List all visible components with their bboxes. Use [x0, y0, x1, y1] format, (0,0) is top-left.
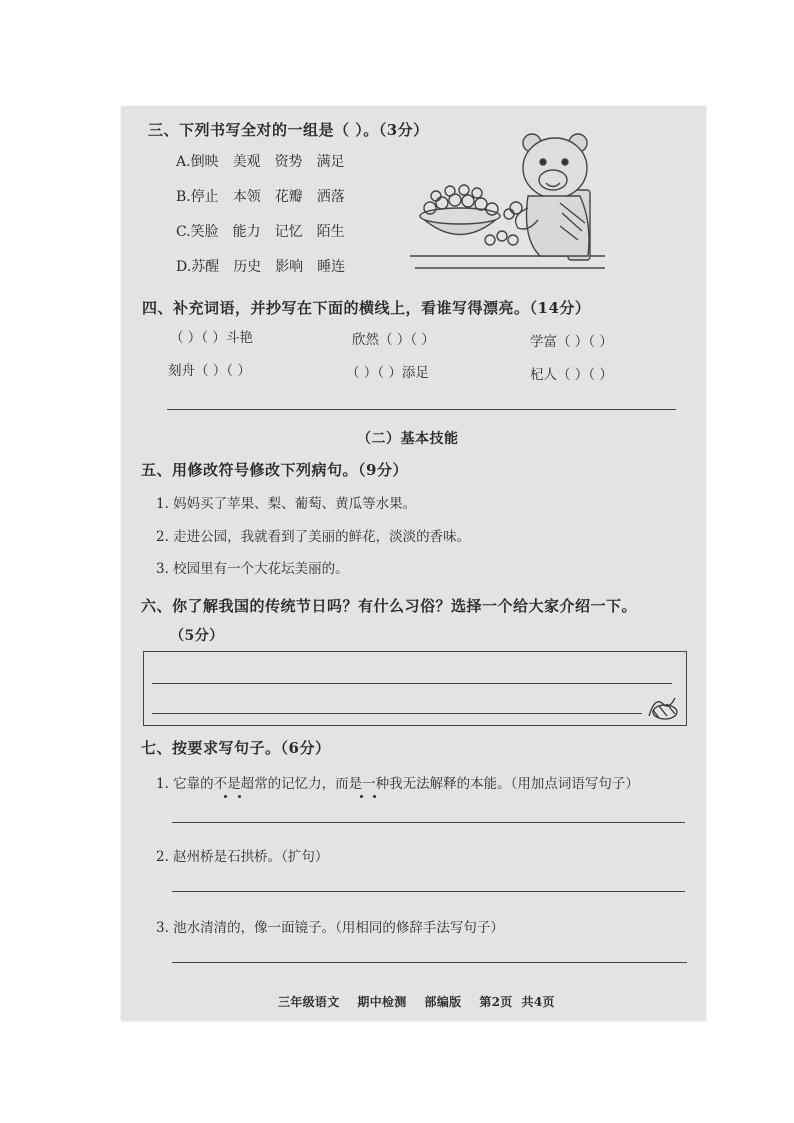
- q3-option-a: A.倒映 美观 资势 满足: [176, 154, 345, 170]
- section-2-heading: （二）基本技能: [357, 431, 459, 447]
- q6-line-2[interactable]: [152, 713, 642, 714]
- q3-title: 三、下列书写全对的一组是（ ）。（3分）: [148, 121, 429, 139]
- q5-sentence-1: 1. 妈妈买了苹果、梨、葡萄、黄瓜等水果。: [156, 496, 417, 512]
- emphasis-dot: [360, 795, 363, 798]
- q6-writing-box[interactable]: [143, 651, 687, 726]
- q6-line-1[interactable]: [152, 683, 672, 684]
- q4-blank-4[interactable]: 刻舟（ ）（ ）: [168, 363, 251, 379]
- q3-option-b: B.停止 本领 花瓣 洒落: [176, 189, 345, 205]
- q7-answer-line-3[interactable]: [172, 962, 687, 963]
- q7-answer-line-2[interactable]: [172, 891, 685, 892]
- emphasis-dot: [373, 795, 376, 798]
- q5-sentence-3: 3. 校园里有一个大花坛美丽的。: [156, 561, 349, 577]
- page-footer: 三年级语文 期中检测 部编版 第2页 共4页: [278, 995, 555, 1009]
- q4-answer-line[interactable]: [167, 409, 676, 410]
- q5-title: 五、用修改符号修改下列病句。（9分）: [141, 461, 408, 479]
- q4-blank-3[interactable]: 学富（ ）（ ）: [530, 334, 613, 350]
- q4-blank-2[interactable]: 欣然（ ）（ ）: [352, 332, 435, 348]
- emphasis-dot: [238, 795, 241, 798]
- q7-answer-line-1[interactable]: [172, 822, 685, 823]
- emphasis-dot: [224, 795, 227, 798]
- q5-sentence-2: 2. 走进公园，我就看到了美丽的鲜花，淡淡的香味。: [156, 529, 471, 545]
- q4-title: 四、补充词语，并抄写在下面的横线上，看谁写得漂亮。（14分）: [142, 299, 591, 317]
- bear-eating-illustration: [410, 128, 610, 288]
- q7-title: 七、按要求写句子。（6分）: [141, 739, 331, 757]
- q3-option-c: C.笑脸 能力 记忆 陌生: [176, 224, 345, 240]
- q7-item-1: 1. 它靠的不是超常的记忆力，而是一种我无法解释的本能。（用加点词语写句子）: [156, 776, 639, 792]
- pencil-doodle-icon: [645, 690, 681, 722]
- q3-option-d: D.苏醒 历史 影响 睡连: [176, 259, 346, 275]
- q4-blank-1[interactable]: （ ）（ ）斗艳: [170, 330, 253, 346]
- q4-blank-5[interactable]: （ ）（ ）添足: [346, 365, 429, 381]
- q7-item-2: 2. 赵州桥是石拱桥。（扩句）: [156, 849, 329, 865]
- q6-score: （5分）: [170, 628, 224, 644]
- q6-title: 六、你了解我国的传统节日吗？有什么习俗？选择一个给大家介绍一下。: [141, 597, 638, 615]
- q4-blank-6[interactable]: 杞人（ ）（ ）: [530, 367, 613, 383]
- q7-item-3: 3. 池水清清的，像一面镜子。（用相同的修辞手法写句子）: [156, 920, 504, 936]
